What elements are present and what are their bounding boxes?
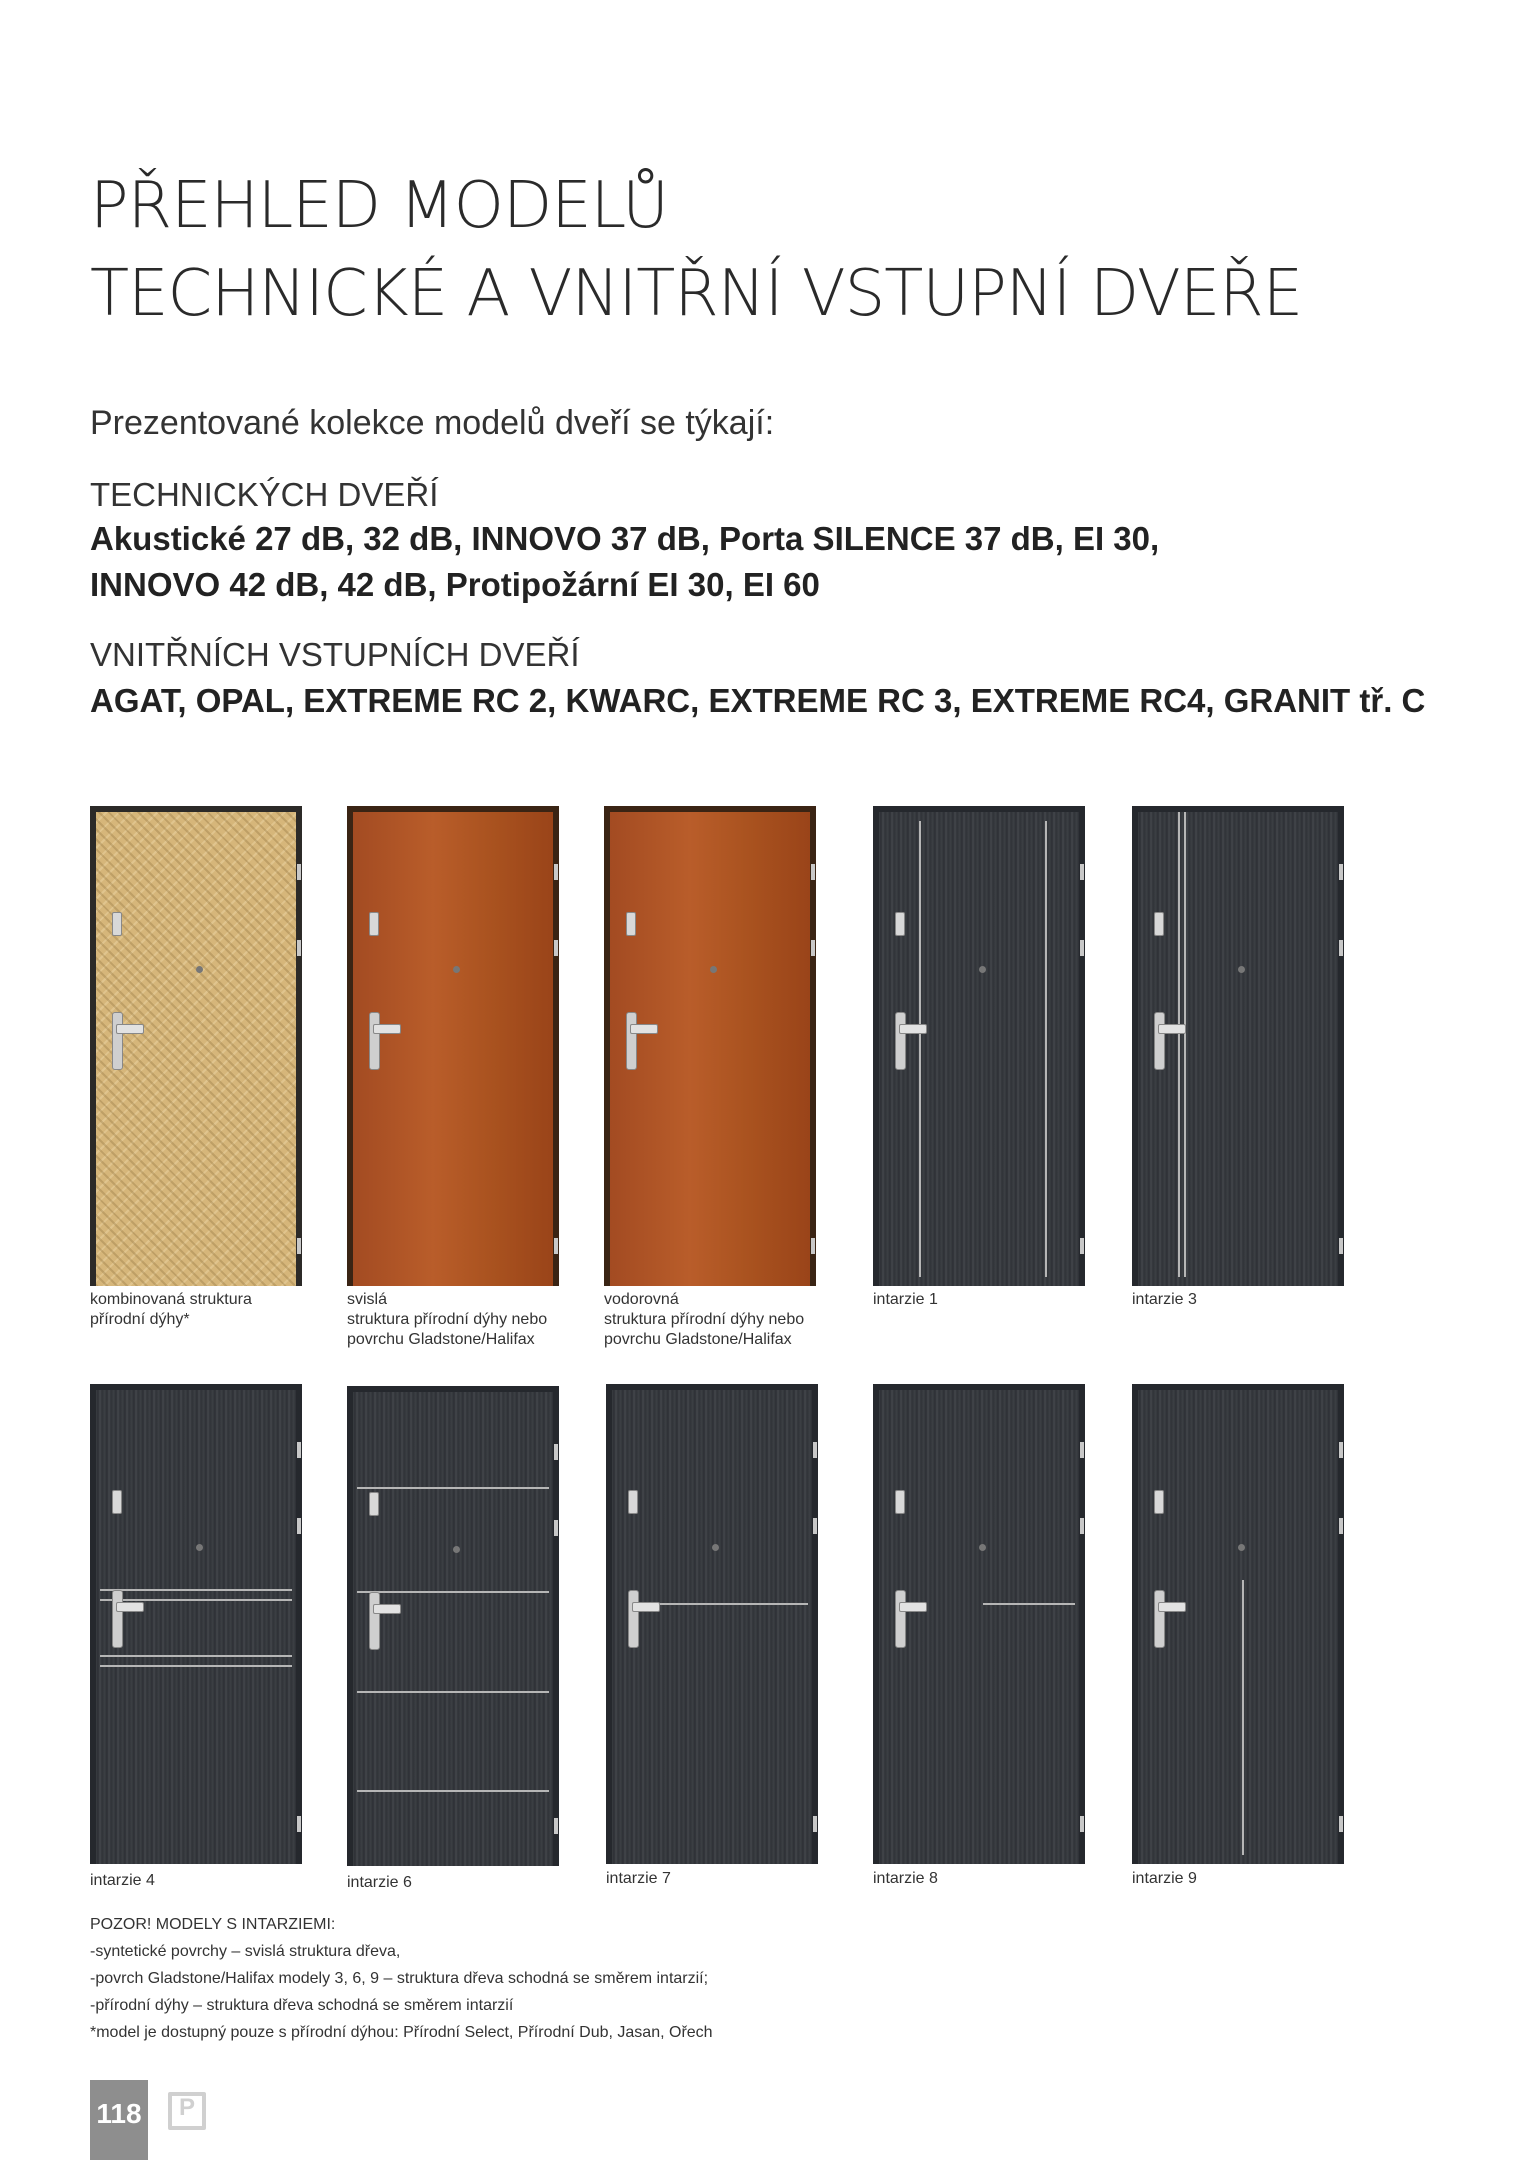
note-line: POZOR! MODELY S INTARZIEMI: — [90, 1916, 336, 1933]
note-line: -přírodní dýhy – struktura dřeva schodná se směrem intarzií — [90, 1997, 514, 2014]
door-caption-line: intarzie 8 — [873, 1870, 938, 1887]
door-caption-line: kombinovaná struktura — [90, 1291, 252, 1308]
door-caption-line: intarzie 6 — [347, 1874, 412, 1891]
page-number: 118 — [96, 2098, 142, 2129]
entrance-heading: VNITŘNÍCH VSTUPNÍCH DVEŘÍ — [90, 636, 580, 673]
door-caption-line: přírodní dýhy* — [90, 1311, 190, 1328]
door-image — [604, 806, 816, 1286]
notes — [90, 1911, 713, 2046]
note-line: -syntetické povrchy – svislá struktura dřeva, — [90, 1943, 401, 1960]
door-image — [90, 1384, 302, 1864]
title-line-1: PŘEHLED MODELŮ — [90, 169, 668, 243]
door-image — [1132, 806, 1344, 1286]
door-caption — [90, 1290, 320, 1330]
door-caption-line: intarzie 3 — [1132, 1291, 1197, 1308]
door-caption-line: intarzie 1 — [873, 1291, 938, 1308]
door-caption-line: intarzie 4 — [90, 1872, 155, 1889]
note-line: *model je dostupný pouze s přírodní dýhou: Přírodní Select, Přírodní Dub, Jasan, Ořech — [90, 2024, 713, 2041]
door-image — [1132, 1384, 1344, 1864]
title-line-2: TECHNICKÉ A VNITŘNÍ VSTUPNÍ DVEŘE — [90, 257, 1303, 331]
intro-text: Prezentované kolekce modelů dveří se týkají: — [90, 404, 775, 442]
door-image — [347, 806, 559, 1286]
entrance-list-line-1: AGAT, OPAL, EXTREME RC 2, KWARC, EXTREME RC 3, EXTREME RC4, GRANIT tř. C — [90, 682, 1426, 719]
door-caption — [606, 1869, 836, 1889]
door-image — [606, 1384, 818, 1864]
door-image — [873, 1384, 1085, 1864]
door-caption-line: intarzie 9 — [1132, 1870, 1197, 1887]
door-caption — [90, 1871, 320, 1891]
note-line: -povrch Gladstone/Halifax modely 3, 6, 9 – struktura dřeva schodná se směrem intarzií; — [90, 1970, 709, 1987]
technical-list-line-1: Akustické 27 dB, 32 dB, INNOVO 37 dB, Porta SILENCE 37 dB, EI 30, — [90, 520, 1160, 557]
door-caption-line: struktura přírodní dýhy nebo — [604, 1311, 805, 1328]
technical-heading: TECHNICKÝCH DVEŘÍ — [90, 476, 439, 513]
door-caption — [1132, 1290, 1362, 1310]
door-caption — [873, 1290, 1103, 1310]
door-caption — [347, 1873, 577, 1893]
door-image — [347, 1386, 559, 1866]
door-caption-line: vodorovná — [604, 1291, 679, 1308]
door-caption-line: intarzie 7 — [606, 1870, 671, 1887]
door-caption — [604, 1290, 834, 1350]
brand-logo-icon: P — [168, 2092, 206, 2130]
door-caption-line: svislá — [347, 1291, 388, 1308]
door-caption — [1132, 1869, 1362, 1889]
door-image — [873, 806, 1085, 1286]
door-image — [90, 806, 302, 1286]
door-caption-line: struktura přírodní dýhy nebo — [347, 1311, 548, 1328]
door-caption-line: povrchu Gladstone/Halifax — [604, 1331, 792, 1348]
door-caption-line: povrchu Gladstone/Halifax — [347, 1331, 535, 1348]
technical-list-line-2: INNOVO 42 dB, 42 dB, Protipožární EI 30, EI 60 — [90, 566, 820, 603]
door-caption — [873, 1869, 1103, 1889]
page-title — [90, 162, 1302, 338]
door-caption — [347, 1290, 577, 1350]
